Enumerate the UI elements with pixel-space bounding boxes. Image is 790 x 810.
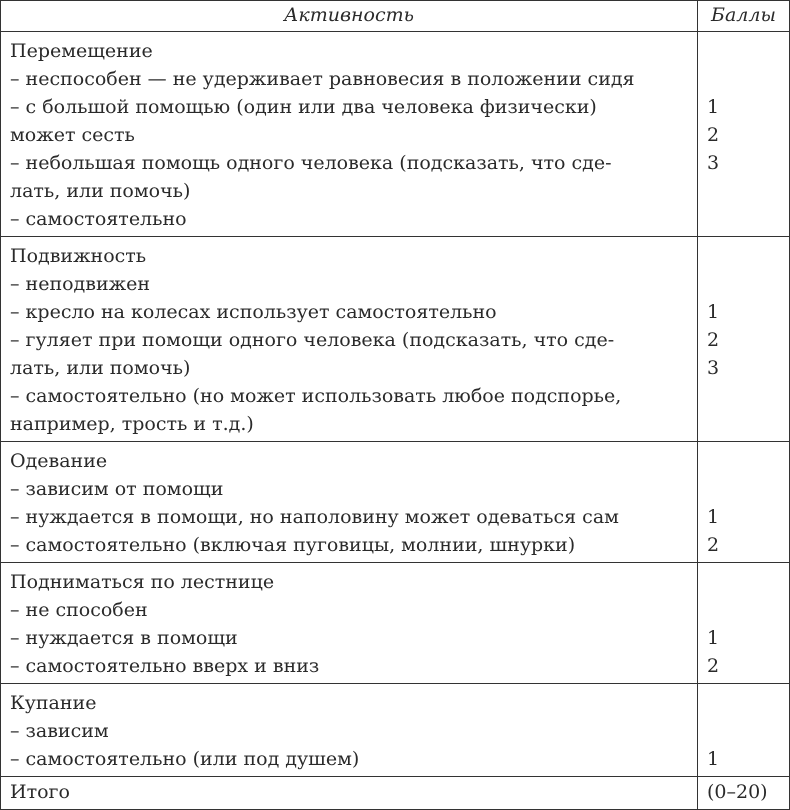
points-cell <box>698 684 790 777</box>
option-item: – самостоятельно (но может использовать любое подспорье, <box>10 385 622 407</box>
option-item: например, трость и т.д.) <box>10 413 254 435</box>
points-cell <box>698 237 790 442</box>
option-item: – зависим <box>10 720 109 742</box>
option-item: – кресло на колесах использует самостоятельно <box>10 301 497 323</box>
table-row-transfer <box>1 32 790 237</box>
points-value: 1 <box>707 627 720 649</box>
table-row-dressing <box>1 442 790 563</box>
points-value: 2 <box>707 329 720 351</box>
total-label: Итого <box>10 781 70 803</box>
points-cell <box>698 563 790 684</box>
points-value: 1 <box>707 506 720 528</box>
activity-cell <box>1 237 698 442</box>
table-row-total <box>1 777 790 810</box>
option-item: лать, или помочь) <box>10 357 191 379</box>
column-header-activity: Активность <box>1 1 698 32</box>
points-cell <box>698 32 790 237</box>
option-item: – самостоятельно (включая пуговицы, молнии, шнурки) <box>10 534 576 556</box>
column-header-points: Баллы <box>698 1 790 32</box>
points-cell <box>698 442 790 563</box>
activity-cell <box>1 684 698 777</box>
total-label-cell <box>1 777 698 810</box>
points-value: 2 <box>707 534 720 556</box>
option-item: – зависим от помощи <box>10 478 224 500</box>
section-title: Подвижность <box>10 245 147 267</box>
points-value: 1 <box>707 96 720 118</box>
table-row-mobility <box>1 237 790 442</box>
option-item: – неспособен — не удерживает равновесия в положении сидя <box>10 68 635 90</box>
option-item: лать, или помочь) <box>10 180 191 202</box>
points-value: 3 <box>707 357 720 379</box>
option-item: может сесть <box>10 124 135 146</box>
activity-cell <box>1 442 698 563</box>
table-header-row <box>1 1 790 32</box>
points-value: 3 <box>707 152 720 174</box>
option-item: – нуждается в помощи, но наполовину может одеваться сам <box>10 506 619 528</box>
section-title: Перемещение <box>10 40 153 62</box>
total-value-cell <box>698 777 790 810</box>
table-row-bathing <box>1 684 790 777</box>
points-value: 1 <box>707 301 720 323</box>
points-value: 1 <box>707 748 720 770</box>
option-item: – с большой помощью (один или два человека физически) <box>10 96 597 118</box>
option-item: – небольшая помощь одного человека (подсказать, что сде- <box>10 152 612 174</box>
points-value: 2 <box>707 124 720 146</box>
option-item: – гуляет при помощи одного человека (подсказать, что сде- <box>10 329 615 351</box>
section-title: Подниматься по лестнице <box>10 571 275 593</box>
option-item: – неподвижен <box>10 273 150 295</box>
activity-cell <box>1 32 698 237</box>
option-item: – нуждается в помощи <box>10 627 238 649</box>
activity-cell <box>1 563 698 684</box>
table-row-stairs <box>1 563 790 684</box>
option-item: – самостоятельно (или под душем) <box>10 748 360 770</box>
option-item: – самостоятельно <box>10 208 187 230</box>
section-title: Купание <box>10 692 97 714</box>
option-item: – самостоятельно вверх и вниз <box>10 655 320 677</box>
option-item: – не способен <box>10 599 148 621</box>
total-value: (0–20) <box>707 781 768 803</box>
section-title: Одевание <box>10 450 108 472</box>
points-value: 2 <box>707 655 720 677</box>
